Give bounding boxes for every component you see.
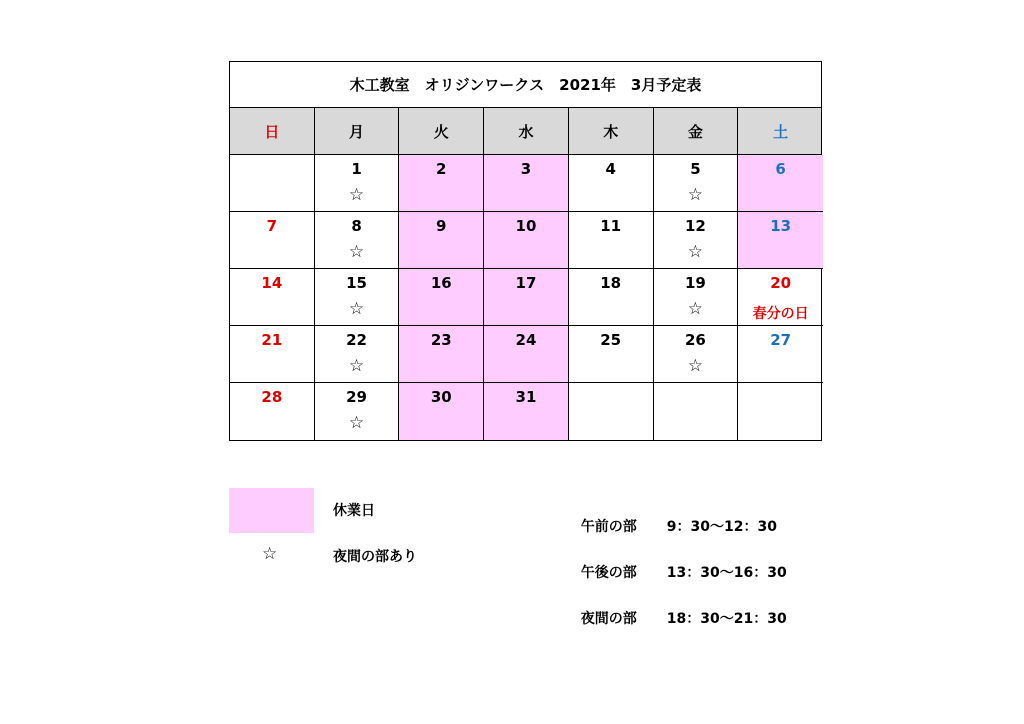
day-number: 16 xyxy=(430,274,452,292)
calendar-table xyxy=(229,61,822,441)
weekday-thu: 木 xyxy=(569,108,654,154)
day-number: 9 xyxy=(436,217,447,235)
schedule-time: 13：30～16：30 xyxy=(666,565,787,581)
night-session-star-icon: ☆ xyxy=(348,185,365,205)
schedule-row-afternoon xyxy=(571,546,787,582)
day-cell xyxy=(569,212,654,269)
weekday-sun: 日 xyxy=(230,108,315,154)
day-number: 1 xyxy=(351,160,362,178)
night-session-star-icon: ☆ xyxy=(348,356,365,376)
day-number: 29 xyxy=(346,388,367,406)
day-cell xyxy=(654,269,739,326)
night-session-star-icon: ☆ xyxy=(687,356,704,376)
legend-star-icon: ☆ xyxy=(262,544,278,564)
day-number: 5 xyxy=(690,160,701,178)
day-cell xyxy=(738,383,823,440)
day-cell-closed xyxy=(738,155,823,212)
day-number: 8 xyxy=(351,217,362,235)
day-cell xyxy=(738,326,823,383)
day-cell-closed xyxy=(484,269,569,326)
legend-closed-label: 休業日 xyxy=(333,503,375,519)
day-cell-closed xyxy=(738,212,823,269)
day-cell xyxy=(230,383,315,440)
day-number: 22 xyxy=(346,331,367,349)
schedule-row-morning xyxy=(571,500,777,536)
day-number: 13 xyxy=(770,217,792,235)
day-cell-closed xyxy=(399,326,484,383)
schedule-label: 夜間の部 xyxy=(580,611,637,627)
legend-star-label: 夜間の部あり xyxy=(333,549,417,565)
weekday-sat: 土 xyxy=(773,122,789,141)
day-number: 21 xyxy=(261,331,283,349)
weekday-header-row xyxy=(230,108,821,155)
day-cell xyxy=(569,155,654,212)
day-cell-closed xyxy=(484,155,569,212)
day-number: 30 xyxy=(430,388,452,406)
day-cell-closed xyxy=(399,269,484,326)
day-cell xyxy=(315,269,400,326)
calendar-title: 木工教室 オリジンワークス 2021年 3月予定表 xyxy=(230,62,821,108)
schedule-time: 18：30～21：30 xyxy=(666,611,787,627)
day-number: 31 xyxy=(515,388,537,406)
day-cell xyxy=(569,326,654,383)
day-cell xyxy=(654,155,739,212)
day-number: 2 xyxy=(436,160,447,178)
day-number: 24 xyxy=(515,331,537,349)
day-cell-closed xyxy=(484,212,569,269)
day-number: 19 xyxy=(684,274,706,292)
day-cell xyxy=(315,155,400,212)
weekday-mon: 月 xyxy=(315,108,400,154)
day-cell-closed xyxy=(484,383,569,440)
day-number: 3 xyxy=(520,160,532,178)
day-cell xyxy=(654,383,739,440)
day-number: 25 xyxy=(600,331,622,349)
night-session-star-icon: ☆ xyxy=(348,242,365,262)
day-number: 12 xyxy=(684,217,706,235)
night-session-star-icon: ☆ xyxy=(687,185,704,205)
day-number: 27 xyxy=(770,331,792,349)
day-cell-closed xyxy=(399,155,484,212)
night-session-star-icon: ☆ xyxy=(348,299,365,319)
day-number: 26 xyxy=(684,331,706,349)
day-cell xyxy=(315,383,400,440)
day-number: 7 xyxy=(266,217,278,235)
day-number: 6 xyxy=(775,160,786,178)
day-cell xyxy=(230,155,315,212)
day-number: 23 xyxy=(430,331,452,349)
day-number: 4 xyxy=(605,160,616,178)
holiday-label: 春分の日 xyxy=(752,306,809,322)
day-number: 11 xyxy=(600,217,622,235)
day-cell xyxy=(569,269,654,326)
day-cell xyxy=(315,326,400,383)
day-cell-closed xyxy=(484,326,569,383)
day-number: 15 xyxy=(346,274,367,292)
day-cell xyxy=(569,383,654,440)
day-number: 18 xyxy=(600,274,622,292)
day-cell xyxy=(654,326,739,383)
legend-closed-swatch xyxy=(229,488,314,533)
day-cell xyxy=(230,326,315,383)
weekday-fri: 金 xyxy=(654,108,739,154)
night-session-star-icon: ☆ xyxy=(348,413,365,433)
weekday-tue: 火 xyxy=(399,108,484,154)
day-cell-closed xyxy=(399,383,484,440)
day-cell-closed xyxy=(399,212,484,269)
day-number: 28 xyxy=(261,388,283,406)
night-session-star-icon: ☆ xyxy=(687,299,704,319)
schedule-time: 9：30～12：30 xyxy=(666,519,777,535)
weekday-wed: 水 xyxy=(484,108,569,154)
day-cell xyxy=(230,212,315,269)
day-cell xyxy=(315,212,400,269)
calendar-grid xyxy=(230,155,821,440)
day-cell xyxy=(654,212,739,269)
schedule-row-night xyxy=(571,592,787,628)
day-cell xyxy=(738,269,823,326)
day-number: 20 xyxy=(770,274,792,292)
schedule-label: 午前の部 xyxy=(580,519,637,535)
schedule-label: 午後の部 xyxy=(580,565,637,581)
day-number: 14 xyxy=(261,274,283,292)
day-number: 10 xyxy=(515,217,537,235)
day-number: 17 xyxy=(515,274,537,292)
day-cell xyxy=(230,269,315,326)
night-session-star-icon: ☆ xyxy=(687,242,704,262)
